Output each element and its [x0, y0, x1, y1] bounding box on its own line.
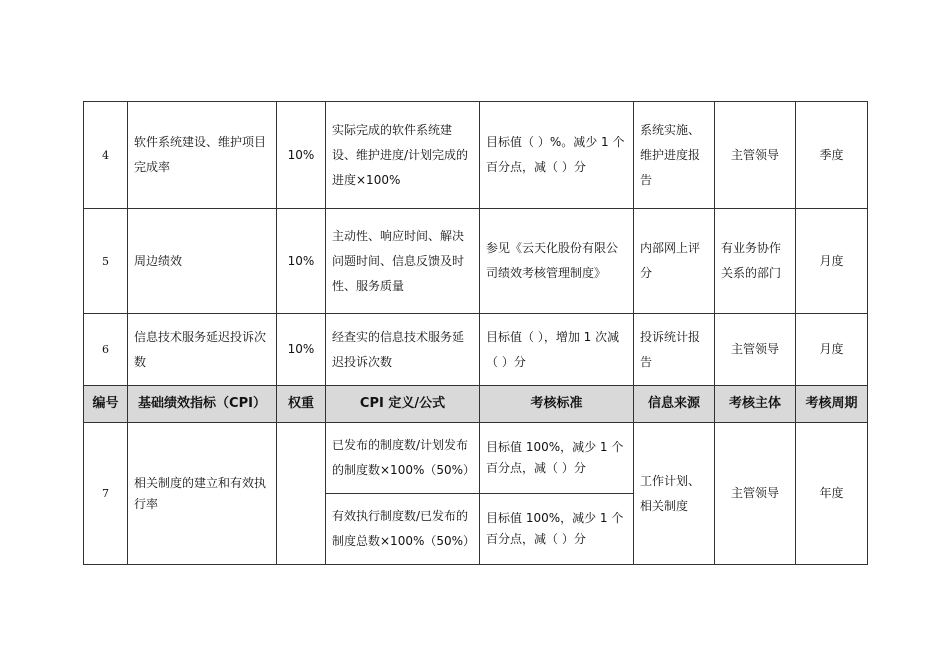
subject-cell: 主管领导	[715, 102, 796, 209]
header-indicator: 基础绩效指标（CPI）	[128, 386, 277, 423]
standard-cell: 参见《云天化股份有限公司绩效考核管理制度》	[480, 209, 634, 314]
subject-cell: 主管领导	[715, 423, 796, 565]
period-cell: 月度	[796, 314, 868, 386]
header-source: 信息来源	[634, 386, 715, 423]
header-number: 编号	[84, 386, 128, 423]
header-weight: 权重	[277, 386, 326, 423]
table-header-row	[84, 386, 868, 423]
row-number: 4	[84, 102, 128, 209]
period-cell: 月度	[796, 209, 868, 314]
header-definition: CPI 定义/公式	[326, 386, 480, 423]
standard-cell: 目标值 100%，减少 1 个百分点，减（ ）分	[480, 494, 634, 565]
kpi-table	[83, 101, 868, 565]
weight-cell	[277, 423, 326, 565]
source-cell: 系统实施、维护进度报告	[634, 102, 715, 209]
row-number: 7	[84, 423, 128, 565]
standard-cell: 目标值（ ）%。减少 1 个百分点，减（ ）分	[480, 102, 634, 209]
weight-cell: 10%	[277, 209, 326, 314]
table-row	[84, 423, 868, 494]
header-period: 考核周期	[796, 386, 868, 423]
table-row	[84, 102, 868, 209]
indicator-cell: 相关制度的建立和有效执行率	[128, 423, 277, 565]
row-number: 5	[84, 209, 128, 314]
weight-cell: 10%	[277, 314, 326, 386]
definition-cell: 有效执行制度数/已发布的制度总数×100%（50%）	[326, 494, 480, 565]
indicator-cell: 信息技术服务延迟投诉次数	[128, 314, 277, 386]
definition-cell: 经查实的信息技术服务延迟投诉次数	[326, 314, 480, 386]
table-row	[84, 209, 868, 314]
header-subject: 考核主体	[715, 386, 796, 423]
source-cell: 工作计划、相关制度	[634, 423, 715, 565]
subject-cell: 主管领导	[715, 314, 796, 386]
definition-cell: 主动性、响应时间、解决问题时间、信息反馈及时性、服务质量	[326, 209, 480, 314]
indicator-cell: 软件系统建设、维护项目完成率	[128, 102, 277, 209]
source-cell: 投诉统计报告	[634, 314, 715, 386]
standard-cell: 目标值 100%，减少 1 个百分点，减（ ）分	[480, 423, 634, 494]
indicator-cell: 周边绩效	[128, 209, 277, 314]
table-row	[84, 314, 868, 386]
standard-cell: 目标值（ ），增加 1 次减（ ）分	[480, 314, 634, 386]
row-number: 6	[84, 314, 128, 386]
definition-cell: 实际完成的软件系统建设、维护进度/计划完成的进度×100%	[326, 102, 480, 209]
weight-cell: 10%	[277, 102, 326, 209]
period-cell: 年度	[796, 423, 868, 565]
source-cell: 内部网上评分	[634, 209, 715, 314]
period-cell: 季度	[796, 102, 868, 209]
subject-cell: 有业务协作关系的部门	[715, 209, 796, 314]
header-standard: 考核标准	[480, 386, 634, 423]
definition-cell: 已发布的制度数/计划发布的制度数×100%（50%）	[326, 423, 480, 494]
